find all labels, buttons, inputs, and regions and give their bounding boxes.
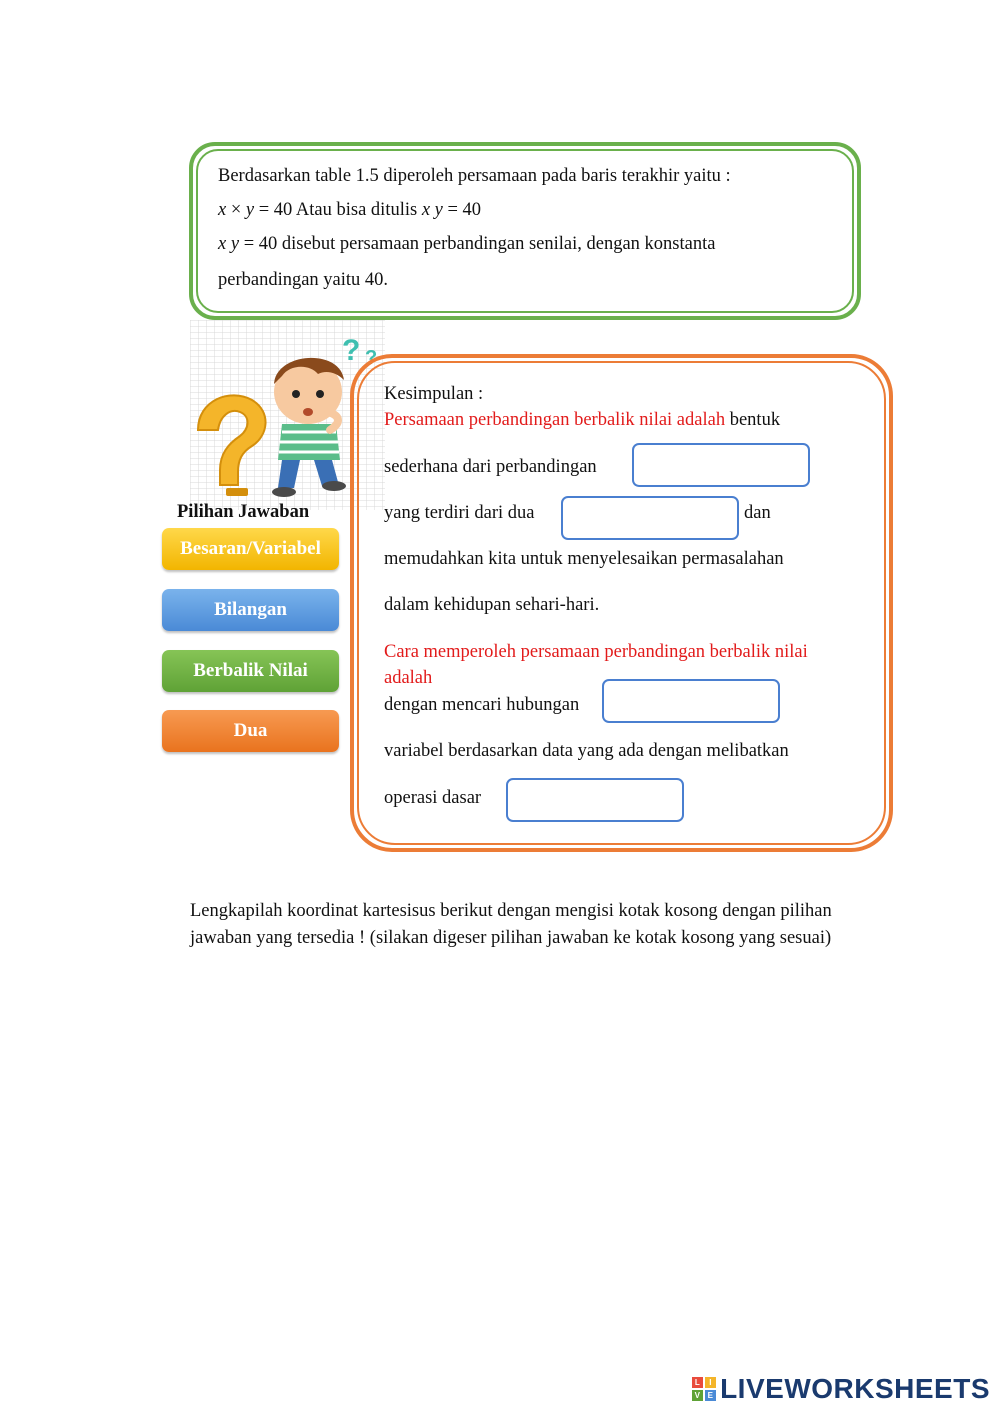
- conclusion-title: Kesimpulan :: [384, 384, 484, 404]
- liveworksheets-logo-text: LIVEWORKSHEETS: [720, 1373, 990, 1404]
- line-terdiri: yang terdiri dari dua: [384, 503, 535, 523]
- line-sederhana: sederhana dari perbandingan: [384, 457, 597, 477]
- red-heading-2: Cara memperoleh persamaan perbandingan berbalik nilai: [384, 642, 808, 662]
- line-operasi: operasi dasar: [384, 788, 482, 808]
- line-hubungan: dengan mencari hubungan: [384, 695, 580, 715]
- drop-box-2[interactable]: [561, 496, 739, 540]
- liveworksheets-logo: [692, 1373, 990, 1405]
- definition-line-1: Berdasarkan table 1.5 diperoleh persamaan pada baris terakhir yaitu :: [218, 166, 731, 186]
- choice-bilangan[interactable]: Bilangan: [162, 589, 339, 631]
- drop-box-4[interactable]: [506, 778, 684, 822]
- line-kehidupan: dalam kehidupan sehari-hari.: [384, 595, 600, 615]
- choice-besaran-variabel[interactable]: Besaran/Variabel: [162, 528, 339, 570]
- instruction-text: Lengkapilah koordinat kartesisus berikut dengan mengisi kotak kosong dengan pilihan jawaban yang tersedia ! (silakan digeser pilihan jawaban ke kotak kosong yang sesuai): [190, 901, 832, 948]
- svg-text:?: ?: [365, 347, 378, 369]
- choices-title: Pilihan Jawaban: [177, 502, 310, 522]
- definition-line-4: perbandingan yaitu 40.: [218, 270, 389, 290]
- line-dan: dan: [744, 503, 771, 523]
- choice-berbalik-nilai[interactable]: Berbalik Nilai: [162, 650, 339, 692]
- line-variabel: variabel berdasarkan data yang ada dengan melibatkan: [384, 741, 789, 761]
- red-heading-1: Persamaan perbandingan berbalik nilai adalah: [384, 410, 726, 430]
- red-heading-2-cont: adalah: [384, 668, 433, 688]
- svg-text:?: ?: [342, 334, 361, 367]
- drop-box-1[interactable]: [632, 443, 810, 487]
- conclusion-line-definition: Persamaan perbandingan berbalik nilai adalah bentuk: [384, 410, 781, 430]
- definition-line-2: x × y = 40 Atau bisa ditulis x y = 40: [218, 200, 482, 220]
- line-memudahkan: memudahkan kita untuk menyelesaikan permasalahan: [384, 549, 784, 569]
- drop-box-3[interactable]: [602, 679, 780, 723]
- definition-line-3: x y = 40 disebut persamaan perbandingan senilai, dengan konstanta: [218, 234, 716, 254]
- liveworksheets-logo-icon: L I V E: [692, 1377, 716, 1401]
- choice-dua[interactable]: Dua: [162, 710, 339, 752]
